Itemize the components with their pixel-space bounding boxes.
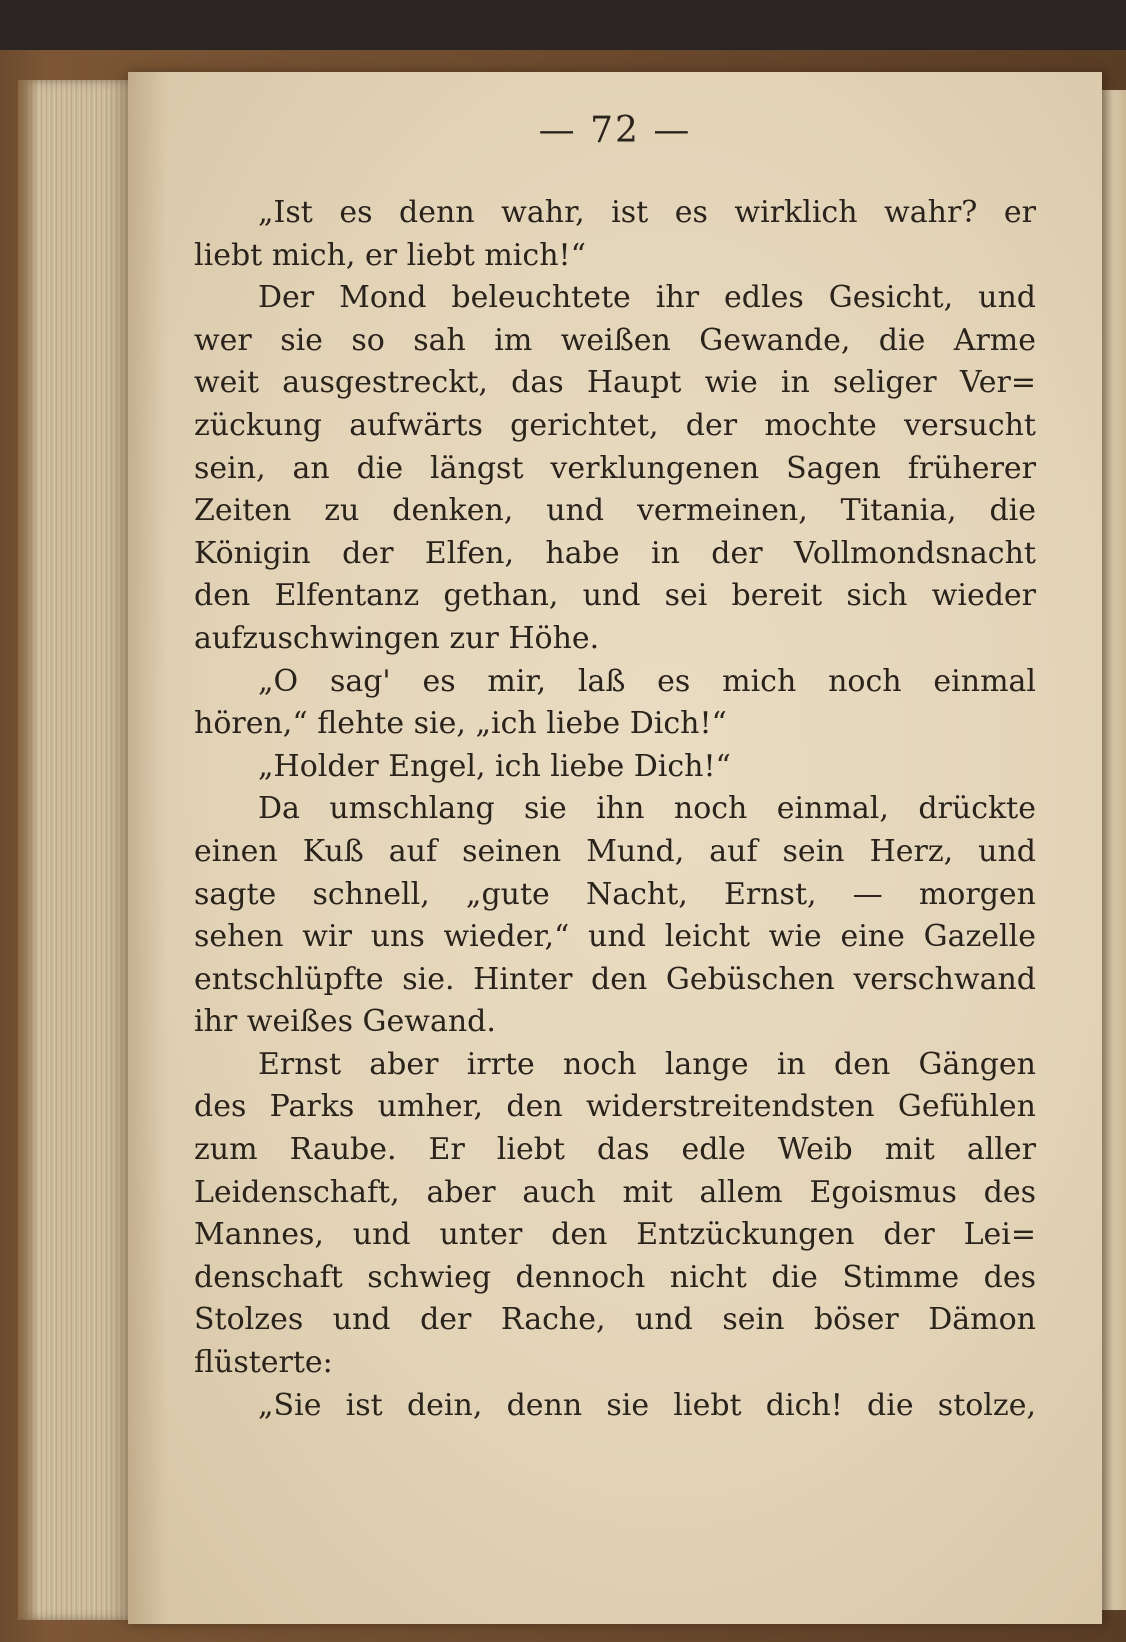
book-page (128, 72, 1102, 1624)
text-line: Leidenschaft, aber auch mit allem Egoismus des (194, 1174, 1036, 1210)
text-line: weit ausgestreckt, das Haupt wie in seliger Ver= (194, 365, 1036, 401)
text-line: Da umschlang sie ihn noch einmal, drückte (258, 791, 1036, 827)
text-line: „Ist es denn wahr, ist es wirklich wahr? er (258, 195, 1036, 230)
text-line: „O sag' es mir, laß es mich noch einmal (258, 663, 1036, 699)
page-edges (18, 80, 138, 1620)
text-line: Mannes, und unter den Entzückungen der Lei= (194, 1217, 1036, 1253)
text-line: „Sie ist dein, denn sie liebt dich! die stolze, (258, 1387, 1036, 1423)
text-line: sehen wir uns wieder,“ und leicht wie eine Gazelle (194, 919, 1036, 955)
text-line: Zeiten zu denken, und vermeinen, Titania, die (194, 493, 1036, 529)
text-line: „Holder Engel, ich liebe Dich!“ (258, 748, 731, 784)
text-line: Ernst aber irrte noch lange in den Gängen (258, 1046, 1036, 1082)
text-line: flüsterte: (194, 1345, 333, 1381)
text-line: einen Kuß auf seinen Mund, auf sein Herz, und (194, 833, 1036, 869)
text-line: Stolzes und der Rache, und sein böser Dämon (194, 1302, 1036, 1338)
text-line: hören,“ flehte sie, „ich liebe Dich!“ (194, 706, 727, 742)
text-line: den Elfentanz gethan, und sei bereit sich wieder (194, 578, 1036, 614)
text-line: zückung aufwärts gerichtet, der mochte versucht (194, 407, 1036, 443)
text-line: entschlüpfte sie. Hinter den Gebüschen verschwand (194, 961, 1036, 997)
text-line: liebt mich, er liebt mich!“ (194, 237, 586, 273)
page-text (194, 192, 1036, 1427)
text-line: sein, an die längst verklungenen Sagen früherer (194, 450, 1036, 486)
page-number: — 72 — (538, 110, 692, 151)
text-line: sagte schnell, „gute Nacht, Ernst, — morgen (194, 876, 1036, 912)
text-line: Königin der Elfen, habe in der Vollmondsnacht (194, 535, 1036, 571)
text-line: zum Raube. Er liebt das edle Weib mit aller (194, 1132, 1036, 1168)
text-line: denschaft schwieg dennoch nicht die Stimme des (194, 1259, 1036, 1295)
text-line: des Parks umher, den widerstreitendsten Gefühlen (194, 1089, 1036, 1125)
text-line: aufzuschwingen zur Höhe. (194, 620, 600, 656)
text-line: Der Mond beleuchtete ihr edles Gesicht, und (258, 280, 1036, 316)
text-line: ihr weißes Gewand. (194, 1004, 496, 1040)
text-line: wer sie so sah im weißen Gewande, die Arme (194, 322, 1036, 358)
